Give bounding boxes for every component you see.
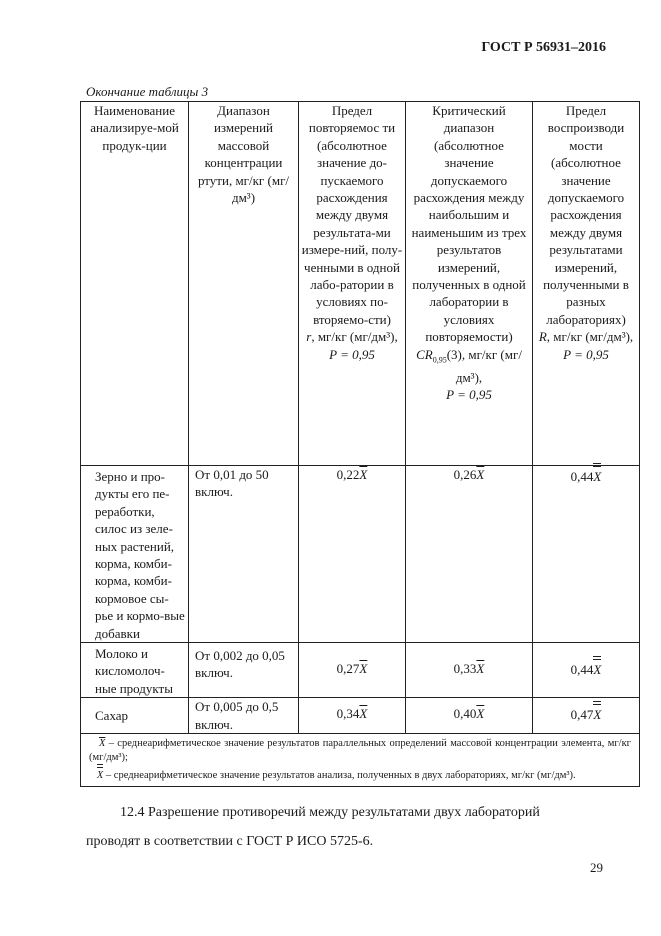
cr-value: $0,33\overline{X}$ [406, 643, 533, 698]
page-number: 29 [590, 860, 603, 875]
paragraph-12-4-cont: проводят в соответствии с ГОСТ Р ИСО 5725-6. [86, 834, 374, 849]
product-name: Зерно и про-дукты его пе-реработки, силос из зеле-ных растений, корма, комби-корма, комби-кормовое сы-рье и кормо-вые добавки [81, 466, 189, 643]
cr-value: $0,26\overline{X}$ [406, 466, 533, 643]
header-critical-range: Критический диапазон (абсолютное значение допускаемого расхождения между наибольшим и наименьшим из трех результатов измерений, полученных в одной лаборатории в условиях повторяемости) $CR_{0,95}(3)$, мг/кг (мг/дм³), P = 0,95 [406, 102, 533, 466]
note-double-xbar: X – среднеарифметическое значение результатов анализа, полученных в двух лабораториях, мг/кг (мг/дм³). [89, 767, 631, 783]
cr-value: $0,40\overline{X}$ [406, 698, 533, 734]
range-value: От 0,005 до 0,5 включ. [189, 698, 299, 734]
R-value: 0,47X [533, 698, 640, 734]
table-header-row [81, 102, 640, 466]
symbol-r: r [306, 329, 312, 345]
r-value: $0,34\overline{X}$ [299, 698, 406, 734]
product-name: Сахар [81, 698, 189, 734]
R-value: 0,44X [533, 466, 640, 643]
table-caption: Окончание таблицы 3 [86, 84, 209, 99]
header-range: Диапазон измерений массовой концентрации ртути, мг/кг (мг/дм³) [189, 102, 299, 466]
product-name: Молоко и кисломолоч-ные продукты [81, 643, 189, 698]
R-value: 0,44X [533, 643, 640, 698]
table-row [81, 643, 640, 698]
r-value: $0,22\overline{X}$ [299, 466, 406, 643]
header-repeatability: Предел повторяемос ти (абсолютное значение до-пускаемого расхождения между двумя результата-ми измере-ний, полу-ченными в одной лабо-ратории в условиях по-вторяемо-сти) r, мг/кг (мг/дм³), P = 0,95 [299, 102, 406, 466]
standard-id: ГОСТ Р 56931–2016 [481, 40, 606, 55]
symbol-R: R [538, 329, 547, 345]
range-value: От 0,01 до 50 включ. [189, 466, 299, 643]
note-xbar: $\overline{X}$ – среднеарифметическое значение результатов параллельных определений массовой концентрации элемента, мг/кг (мг/дм³); [89, 738, 631, 764]
paragraph-12-4: 12.4 Разрешение противоречий между результатами двух лабораторий [120, 805, 540, 820]
range-value: От 0,002 до 0,05 включ. [189, 643, 299, 698]
table-notes [81, 734, 640, 787]
table-note-row [81, 734, 640, 787]
table-row [81, 698, 640, 734]
precision-table [80, 101, 640, 787]
r-value: $0,27\overline{X}$ [299, 643, 406, 698]
header-reproducibility: Предел воспроизводи мости (абсолютное значение допускаемого расхождения между двумя результатами измерений, полученными в разных лабораториях) R, мг/кг (мг/дм³), P = 0,95 [533, 102, 640, 466]
table-row [81, 466, 640, 643]
header-product: Наименование анализируе-мой продук-ции [81, 102, 189, 466]
symbol-cr: CR [416, 346, 433, 362]
